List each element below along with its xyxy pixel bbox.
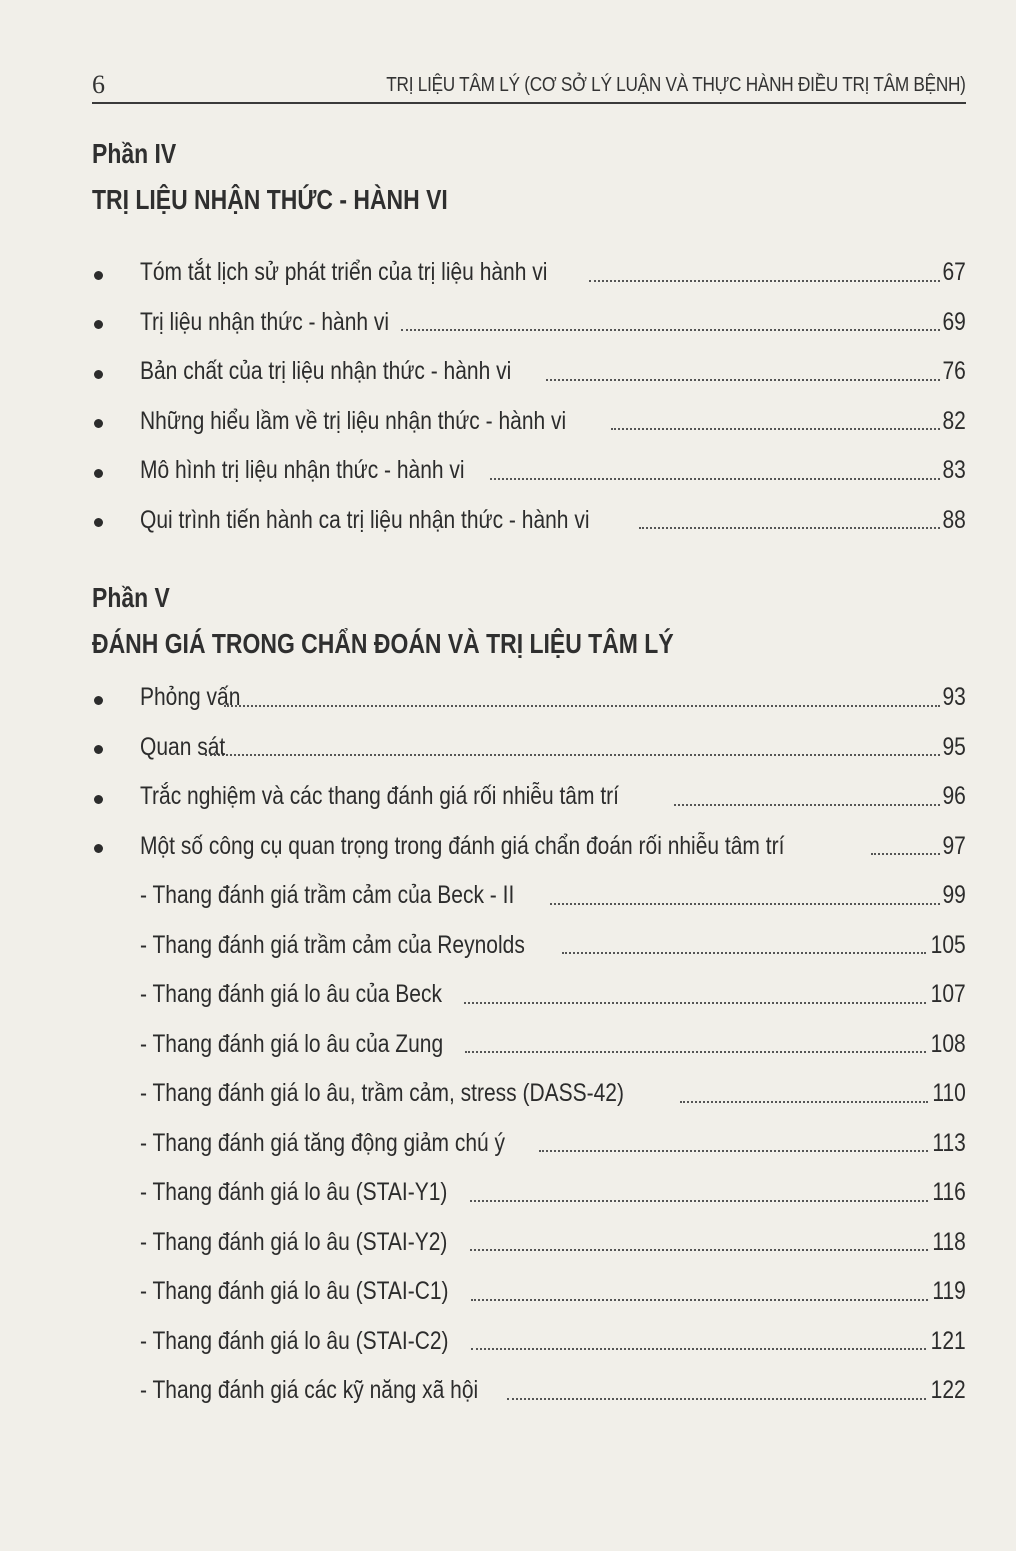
entry-page: 122 [930, 1376, 966, 1405]
entry-page: 110 [932, 1079, 966, 1108]
toc-entry[interactable] [92, 397, 966, 447]
running-title: TRỊ LIỆU TÂM LÝ (CƠ SỞ LÝ LUẬN VÀ THỰC HÀNH ĐIỀU TRỊ TÂM BỆNH) [386, 74, 966, 96]
bullet-icon [94, 696, 103, 705]
bullet-icon [94, 419, 103, 428]
dot-leader [589, 280, 940, 282]
page-number: 6 [92, 70, 105, 99]
dot-leader [639, 527, 940, 529]
entry-title: - Thang đánh giá lo âu của Beck [140, 980, 442, 1009]
dot-leader [550, 903, 941, 905]
entry-page: 95 [942, 732, 966, 761]
toc-sub-entry[interactable] [92, 1020, 966, 1070]
dot-leader [674, 804, 940, 806]
entry-title: - Thang đánh giá lo âu, trầm cảm, stress (DASS-42) [140, 1079, 624, 1108]
bullet-icon [94, 745, 103, 754]
dot-leader [470, 1200, 928, 1202]
entry-title: - Thang đánh giá lo âu (STAI-Y2) [140, 1227, 448, 1256]
toc-sub-entry[interactable] [92, 1267, 966, 1317]
toc-entry[interactable] [92, 298, 966, 348]
entry-title: - Thang đánh giá tăng động giảm chú ý [140, 1128, 506, 1157]
toc-entry[interactable] [92, 496, 966, 546]
entry-page: 69 [942, 307, 966, 336]
dot-leader [539, 1150, 929, 1152]
part-title: ĐÁNH GIÁ TRONG CHẨN ĐOÁN VÀ TRỊ LIỆU TÂM LÝ [92, 628, 674, 659]
part-v-section [92, 576, 966, 668]
bullet-icon [94, 844, 103, 853]
entry-page: 113 [932, 1128, 966, 1157]
part-v-entries [92, 673, 966, 1416]
entry-title: Quan sát [140, 732, 226, 761]
bullet-icon [94, 795, 103, 804]
toc-sub-entry[interactable] [92, 970, 966, 1020]
dot-leader [546, 379, 940, 381]
dot-leader [471, 1348, 926, 1350]
bullet-icon [94, 271, 103, 280]
toc-entry[interactable] [92, 822, 966, 872]
part-label: Phần V [92, 582, 170, 613]
dot-leader [470, 1249, 928, 1251]
dot-leader [680, 1101, 928, 1103]
entry-page: 119 [932, 1277, 966, 1306]
entry-title: Những hiểu lầm về trị liệu nhận thức - hành vi [140, 406, 567, 435]
entry-page: 96 [942, 782, 966, 811]
entry-title: Trắc nghiệm và các thang đánh giá rối nhiễu tâm trí [140, 782, 619, 811]
entry-title: - Thang đánh giá trầm cảm của Reynolds [140, 930, 525, 959]
entry-title: Một số công cụ quan trọng trong đánh giá chẩn đoán rối nhiễu tâm trí [140, 831, 785, 860]
dot-leader [490, 478, 940, 480]
entry-page: 121 [930, 1326, 966, 1355]
toc-sub-entry[interactable] [92, 921, 966, 971]
toc-sub-entry[interactable] [92, 1168, 966, 1218]
entry-title: - Thang đánh giá trầm cảm của Beck - II [140, 881, 515, 910]
toc-entry[interactable] [92, 723, 966, 773]
entry-page: 118 [932, 1227, 966, 1256]
dot-leader [471, 1299, 928, 1301]
dot-leader [464, 1002, 927, 1004]
dot-leader [401, 329, 941, 331]
toc-entry[interactable] [92, 446, 966, 496]
part-iv-entries [92, 248, 966, 545]
toc-entry[interactable] [92, 248, 966, 298]
toc-sub-entry[interactable] [92, 1069, 966, 1119]
entry-page: 116 [932, 1178, 966, 1207]
entry-page: 107 [930, 980, 966, 1009]
entry-title: - Thang đánh giá lo âu (STAI-C1) [140, 1277, 449, 1306]
bullet-icon [94, 320, 103, 329]
bullet-icon [94, 469, 103, 478]
part-label: Phần IV [92, 138, 177, 169]
entry-page: 108 [930, 1029, 966, 1058]
entry-title: - Thang đánh giá các kỹ năng xã hội [140, 1376, 479, 1405]
dot-leader [465, 1051, 926, 1053]
dot-leader [562, 952, 926, 954]
toc-entry[interactable] [92, 347, 966, 397]
toc-sub-entry[interactable] [92, 871, 966, 921]
entry-title: Bản chất của trị liệu nhận thức - hành vi [140, 357, 512, 386]
toc-sub-entry[interactable] [92, 1218, 966, 1268]
part-title: TRỊ LIỆU NHẬN THỨC - HÀNH VI [92, 184, 448, 215]
bullet-icon [94, 518, 103, 527]
entry-title: Mô hình trị liệu nhận thức - hành vi [140, 456, 465, 485]
entry-page: 83 [942, 456, 966, 485]
toc-sub-entry[interactable] [92, 1317, 966, 1367]
entry-page: 93 [942, 683, 966, 712]
entry-title: Trị liệu nhận thức - hành vi [140, 307, 390, 336]
dot-leader [611, 428, 940, 430]
entry-page: 105 [930, 930, 966, 959]
entry-title: Qui trình tiến hành ca trị liệu nhận thức - hành vi [140, 505, 590, 534]
entry-title: - Thang đánh giá lo âu (STAI-C2) [140, 1326, 449, 1355]
entry-page: 67 [942, 258, 966, 287]
entry-page: 88 [942, 505, 966, 534]
entry-page: 82 [942, 406, 966, 435]
entry-title: - Thang đánh giá lo âu (STAI-Y1) [140, 1178, 448, 1207]
entry-page: 97 [942, 831, 966, 860]
dot-leader [205, 754, 940, 756]
part-iv-section [92, 132, 966, 224]
toc-entry[interactable] [92, 772, 966, 822]
entry-page: 99 [942, 881, 966, 910]
dot-leader [871, 853, 940, 855]
entry-title: Tóm tắt lịch sử phát triển của trị liệu hành vi [140, 258, 548, 287]
dot-leader [224, 705, 941, 707]
entry-title: - Thang đánh giá lo âu của Zung [140, 1029, 444, 1058]
toc-sub-entry[interactable] [92, 1119, 966, 1169]
toc-sub-entry[interactable] [92, 1366, 966, 1416]
page-header [92, 68, 966, 104]
toc-entry[interactable] [92, 673, 966, 723]
dot-leader [507, 1398, 927, 1400]
bullet-icon [94, 370, 103, 379]
entry-title: Phỏng vấn [140, 683, 241, 712]
entry-page: 76 [942, 357, 966, 386]
